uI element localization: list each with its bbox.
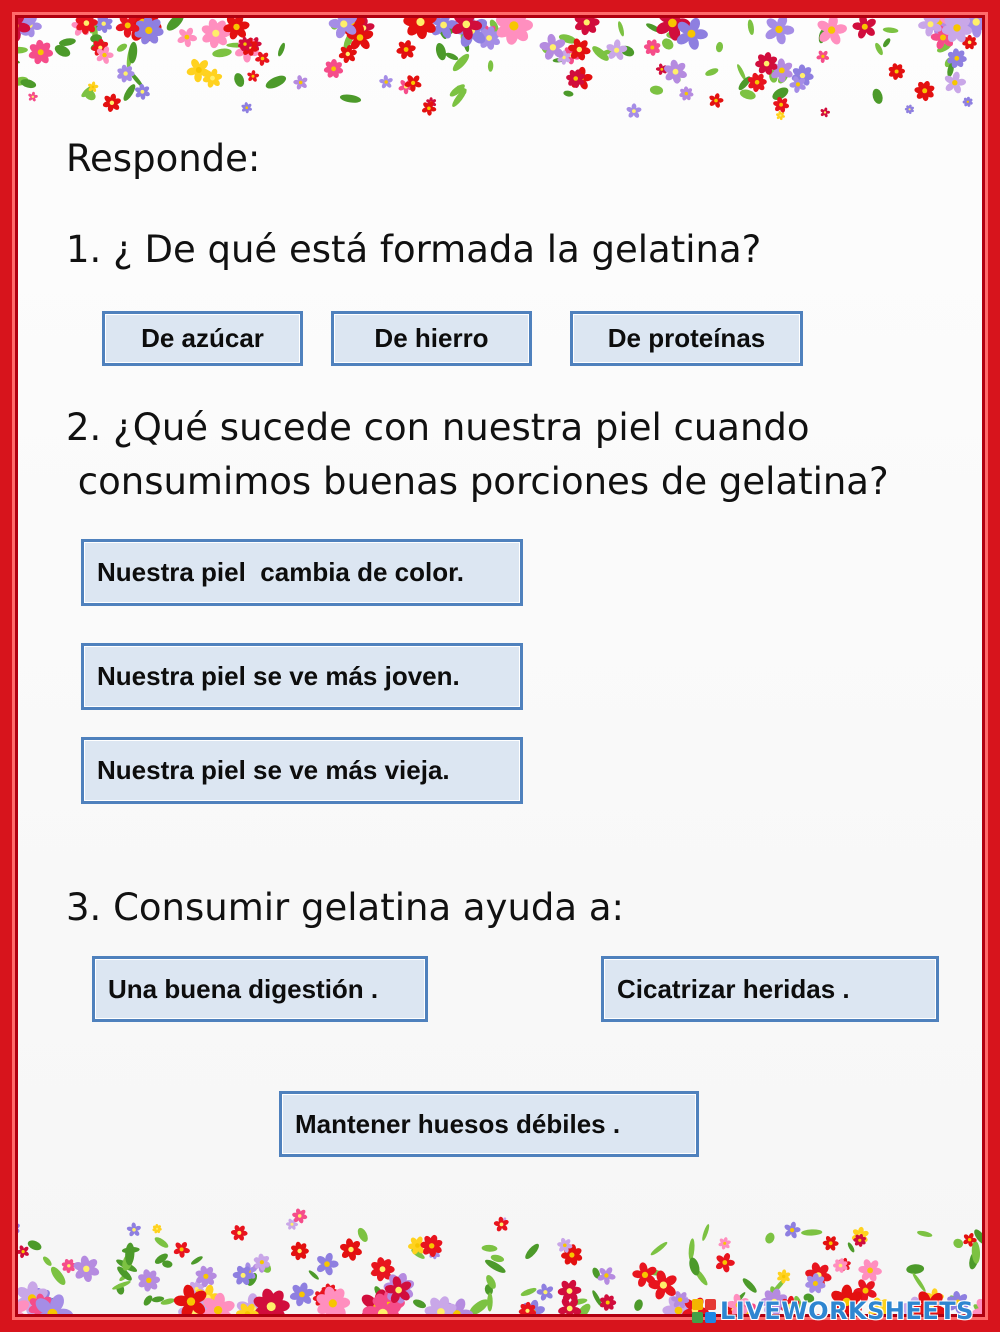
- flower: [315, 1285, 351, 1320]
- flower-garland-top: [12, 12, 988, 124]
- flower: [626, 103, 642, 119]
- leaf: [846, 1242, 855, 1254]
- q2-option-cambia-color[interactable]: Nuestra piel cambia de color.: [81, 539, 523, 606]
- q3-option-digestion[interactable]: Una buena digestión .: [92, 956, 428, 1022]
- leaf: [617, 21, 625, 37]
- leaf: [190, 1255, 204, 1266]
- leaf: [704, 67, 719, 78]
- leaf: [12, 56, 21, 65]
- flower: [241, 102, 253, 114]
- leaf: [952, 1237, 965, 1250]
- leaf: [264, 73, 288, 91]
- leaf: [741, 1276, 759, 1294]
- leaf: [26, 1238, 43, 1252]
- flower: [28, 92, 38, 102]
- flower: [764, 14, 795, 46]
- flower: [905, 104, 915, 114]
- flower: [102, 93, 121, 112]
- flower: [858, 1258, 882, 1283]
- flower: [339, 1238, 363, 1262]
- flower: [718, 1237, 731, 1250]
- flower: [247, 70, 260, 83]
- leaf: [412, 1298, 428, 1310]
- flower: [72, 1255, 100, 1283]
- liveworksheets-logo-icon: [692, 1299, 716, 1323]
- flower: [176, 27, 197, 48]
- q2-option-mas-joven[interactable]: Nuestra piel se ve más joven.: [81, 643, 523, 710]
- flower: [12, 1220, 21, 1237]
- flower: [536, 1283, 554, 1301]
- flower: [16, 1245, 29, 1259]
- leaf: [764, 1231, 777, 1245]
- question-3: 3. Consumir gelatina ayuda a:: [66, 886, 624, 929]
- leaf: [871, 88, 884, 105]
- flower: [420, 1234, 443, 1257]
- leaf: [277, 42, 287, 57]
- flower: [152, 1224, 162, 1234]
- leaf: [701, 1223, 711, 1241]
- question-2-line-1: 2. ¿Qué sucede con nuestra piel cuando: [66, 406, 810, 449]
- flower: [708, 93, 723, 109]
- flower: [293, 75, 308, 91]
- flower: [663, 59, 688, 84]
- flower: [231, 1224, 248, 1241]
- flower: [173, 1241, 191, 1258]
- flower: [290, 1241, 309, 1261]
- leaf: [481, 1244, 497, 1252]
- q1-option-proteinas[interactable]: De proteínas: [570, 311, 803, 366]
- leaf: [339, 93, 361, 104]
- flower: [888, 63, 905, 81]
- leaf: [633, 1298, 644, 1312]
- leaf: [488, 60, 494, 72]
- flower: [134, 84, 151, 100]
- flower: [126, 1222, 141, 1237]
- leaf: [523, 1242, 541, 1261]
- flower: [379, 75, 394, 89]
- flower: [816, 50, 830, 63]
- flower: [323, 59, 344, 79]
- leaf: [212, 47, 233, 58]
- flower: [599, 1294, 616, 1312]
- leaf: [121, 83, 137, 103]
- flower: [493, 1216, 509, 1232]
- flower: [962, 96, 973, 107]
- flower: [852, 14, 877, 40]
- flower: [28, 39, 54, 65]
- flower: [137, 1268, 160, 1292]
- leaf: [882, 37, 892, 48]
- leaf: [906, 1264, 924, 1275]
- flower: [972, 1296, 988, 1320]
- leaf: [649, 85, 663, 96]
- leaf: [232, 72, 246, 88]
- leaf: [12, 47, 28, 54]
- flower: [679, 86, 694, 101]
- leaf: [563, 90, 574, 98]
- q2-option-mas-vieja[interactable]: Nuestra piel se ve más vieja.: [81, 737, 523, 804]
- leaf: [747, 19, 755, 35]
- leaf: [115, 42, 128, 54]
- leaf: [883, 27, 899, 34]
- leaf: [801, 1229, 822, 1236]
- leaf: [41, 1255, 53, 1267]
- leaf: [153, 1235, 170, 1249]
- leaf: [649, 1240, 668, 1257]
- question-1: 1. ¿ De qué está formada la gelatina?: [66, 228, 762, 271]
- flower: [597, 1266, 616, 1285]
- question-2-line-2: consumimos buenas porciones de gelatina?: [66, 460, 889, 503]
- q3-option-huesos[interactable]: Mantener huesos débiles .: [279, 1091, 699, 1157]
- leaf: [122, 1246, 140, 1254]
- flower: [289, 1282, 315, 1308]
- instruction-text: Responde:: [66, 137, 261, 180]
- flower: [783, 1221, 800, 1239]
- flower: [403, 12, 439, 40]
- flower: [747, 72, 767, 92]
- flower: [116, 64, 134, 83]
- q1-option-hierro[interactable]: De hierro: [331, 311, 532, 366]
- leaf: [917, 1230, 933, 1239]
- flower: [315, 1252, 338, 1276]
- flower: [823, 1235, 839, 1251]
- flower: [943, 71, 966, 94]
- flower: [200, 18, 231, 49]
- flower: [396, 39, 416, 60]
- liveworksheets-logo-text: LIVEWORKSHEETS: [720, 1297, 974, 1325]
- liveworksheets-logo[interactable]: [692, 1294, 974, 1328]
- flower: [715, 1252, 735, 1273]
- flower: [820, 107, 830, 118]
- leaf: [520, 1286, 538, 1297]
- leaf: [715, 41, 724, 52]
- leaf: [445, 51, 460, 61]
- leaf: [688, 1238, 696, 1261]
- flower: [573, 12, 599, 36]
- flower: [494, 12, 533, 46]
- leaf: [434, 42, 447, 61]
- q3-option-cicatrizar[interactable]: Cicatrizar heridas .: [601, 956, 939, 1022]
- flower: [424, 1295, 458, 1320]
- flower: [776, 1269, 791, 1283]
- leaf: [356, 1226, 370, 1243]
- q1-option-azucar[interactable]: De azúcar: [102, 311, 303, 366]
- flower: [644, 39, 662, 56]
- leaf: [911, 1272, 927, 1293]
- flower: [914, 80, 935, 101]
- flower-border-top: [12, 12, 988, 124]
- leaf: [874, 42, 885, 56]
